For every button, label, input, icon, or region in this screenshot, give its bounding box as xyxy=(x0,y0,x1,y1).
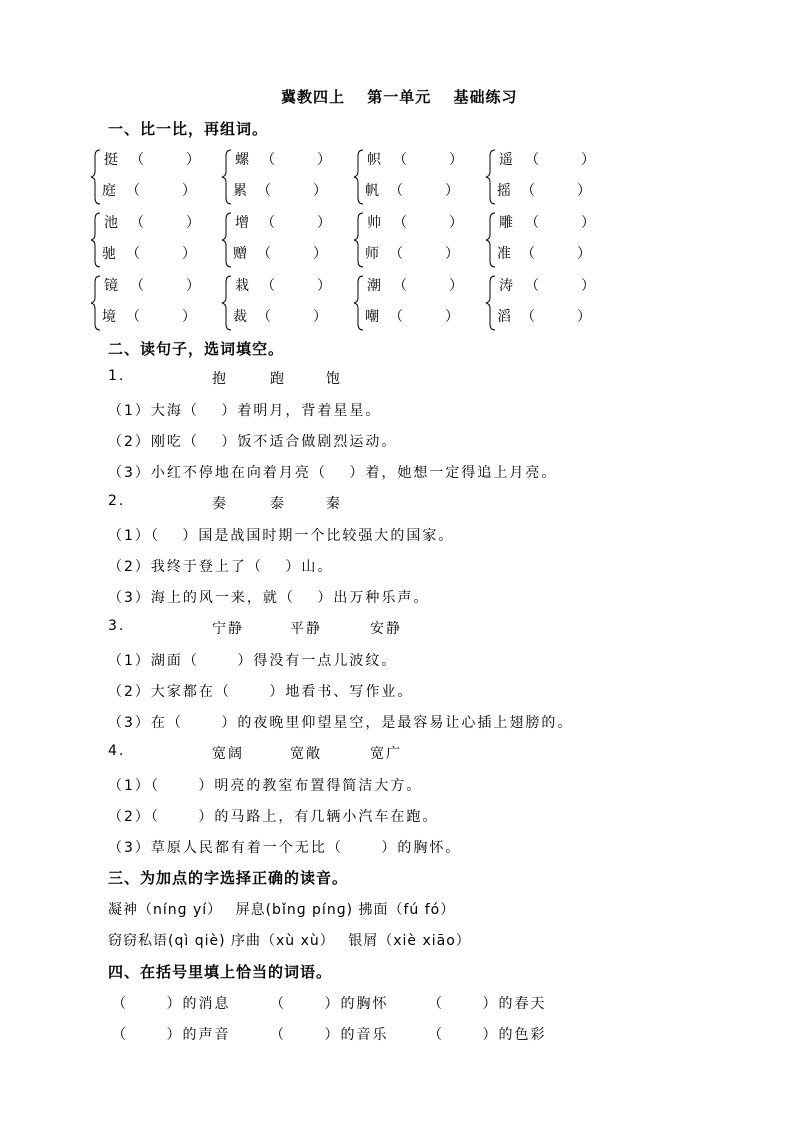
group-2-word-2: 泰 xyxy=(270,496,286,512)
pair-bottom-char: 摇 xyxy=(497,183,511,199)
fill-phrase: （ ）的春天 xyxy=(428,996,547,1012)
paren-open: （ xyxy=(521,309,535,325)
brace-icon xyxy=(485,272,497,332)
group-4-word-3: 宽广 xyxy=(370,746,402,762)
paren-open: （ xyxy=(261,278,275,294)
paren-close: ） xyxy=(186,215,200,231)
group-3-item-2: （2）大家都在（ ）地看书、写作业。 xyxy=(108,684,414,700)
paren-close: ） xyxy=(445,309,459,325)
fill-phrase: （ ）的声音 xyxy=(112,1027,231,1043)
pair-top-char: 栽 xyxy=(235,278,249,294)
group-3-number: 3. xyxy=(108,618,126,634)
paren-open: （ xyxy=(257,246,271,262)
paren-close: ） xyxy=(317,278,331,294)
paren-open: （ xyxy=(393,152,407,168)
paren-close: ） xyxy=(313,246,327,262)
paren-open: （ xyxy=(525,152,539,168)
paren-close: ） xyxy=(182,309,196,325)
paren-open: （ xyxy=(130,152,144,168)
word-pair xyxy=(90,209,210,269)
fill-phrase: （ ）的色彩 xyxy=(428,1027,547,1043)
paren-open: （ xyxy=(257,309,271,325)
paren-close: ） xyxy=(577,246,591,262)
brace-icon xyxy=(221,272,233,332)
section-3-heading: 三、为加点的字选择正确的读音。 xyxy=(108,869,349,887)
word-pair xyxy=(353,146,473,206)
paren-open: （ xyxy=(389,309,403,325)
paren-close: ） xyxy=(449,215,463,231)
pair-bottom-char: 庭 xyxy=(102,183,116,199)
paren-open: （ xyxy=(393,215,407,231)
paren-open: （ xyxy=(130,215,144,231)
brace-icon xyxy=(90,209,102,269)
paren-close: ） xyxy=(445,183,459,199)
group-2-number: 2. xyxy=(108,493,126,509)
pair-top-char: 镜 xyxy=(104,278,118,294)
paren-close: ） xyxy=(313,183,327,199)
brace-icon xyxy=(221,209,233,269)
word-pair xyxy=(221,209,341,269)
brace-icon xyxy=(221,146,233,206)
group-4-number: 4. xyxy=(108,743,126,759)
pair-bottom-char: 师 xyxy=(365,246,379,262)
pair-top-char: 雕 xyxy=(499,215,513,231)
group-1-word-2: 跑 xyxy=(270,371,286,387)
pinyin-row-2: 窃窃私语(qì qiè) 序曲（xù xù） 银屑（xiè xiāo） xyxy=(108,933,471,949)
group-1-number: 1. xyxy=(108,368,126,384)
pair-top-char: 遥 xyxy=(499,152,513,168)
paren-close: ） xyxy=(317,152,331,168)
pair-bottom-char: 境 xyxy=(102,309,116,325)
pair-top-char: 帜 xyxy=(367,152,381,168)
group-3-item-1: （1）湖面（ ）得没有一点儿波纹。 xyxy=(108,653,398,669)
group-3-word-2: 平静 xyxy=(290,621,322,637)
pair-top-char: 潮 xyxy=(367,278,381,294)
paren-close: ） xyxy=(317,215,331,231)
fill-phrase: （ ）的音乐 xyxy=(270,1027,389,1043)
group-1-item-2: （2）刚吃（ ）饭不适合做剧烈运动。 xyxy=(108,434,398,450)
paren-open: （ xyxy=(126,309,140,325)
group-2-item-1: （1）（ ）国是战国时期一个比较强大的国家。 xyxy=(108,528,455,544)
word-pair xyxy=(90,272,210,332)
paren-open: （ xyxy=(257,183,271,199)
pair-bottom-char: 裁 xyxy=(233,309,247,325)
paren-open: （ xyxy=(261,152,275,168)
brace-icon xyxy=(485,209,497,269)
word-pair xyxy=(485,146,605,206)
group-2-item-3: （3）海上的风一来，就（ ）出万种乐声。 xyxy=(108,590,430,606)
paren-open: （ xyxy=(521,246,535,262)
group-2-word-1: 奏 xyxy=(212,496,228,512)
pair-bottom-char: 滔 xyxy=(497,309,511,325)
pair-top-char: 池 xyxy=(104,215,118,231)
paren-close: ） xyxy=(313,309,327,325)
group-1-item-1: （1）大海（ ）着明月，背着星星。 xyxy=(108,403,382,419)
pair-bottom-char: 准 xyxy=(497,246,511,262)
paren-close: ） xyxy=(186,278,200,294)
paren-open: （ xyxy=(521,183,535,199)
paren-close: ） xyxy=(577,183,591,199)
group-1-item-3: （3）小红不停地在向着月亮（ ）着，她想一定得追上月亮。 xyxy=(108,465,558,481)
group-1-word-1: 抱 xyxy=(212,371,228,387)
paren-open: （ xyxy=(130,278,144,294)
group-4-item-2: （2）（ ）的马路上，有几辆小汽车在跑。 xyxy=(108,809,439,825)
paren-close: ） xyxy=(581,278,595,294)
brace-icon xyxy=(353,146,365,206)
pair-top-char: 螺 xyxy=(235,152,249,168)
paren-close: ） xyxy=(182,183,196,199)
paren-open: （ xyxy=(389,246,403,262)
pair-bottom-char: 嘲 xyxy=(365,309,379,325)
paren-close: ） xyxy=(449,152,463,168)
pair-bottom-char: 驰 xyxy=(102,246,116,262)
paren-open: （ xyxy=(393,278,407,294)
fill-phrase: （ ）的胸怀 xyxy=(270,996,389,1012)
paren-close: ） xyxy=(182,246,196,262)
pair-bottom-char: 累 xyxy=(233,183,247,199)
paren-close: ） xyxy=(186,152,200,168)
group-1-word-3: 饱 xyxy=(326,371,342,387)
group-3-word-3: 安静 xyxy=(370,621,402,637)
word-pair xyxy=(353,272,473,332)
paren-close: ） xyxy=(449,278,463,294)
pair-top-char: 增 xyxy=(235,215,249,231)
pair-top-char: 涛 xyxy=(499,278,513,294)
brace-icon xyxy=(90,272,102,332)
paren-open: （ xyxy=(261,215,275,231)
word-pair xyxy=(485,272,605,332)
brace-icon xyxy=(353,209,365,269)
fill-phrase: （ ）的消息 xyxy=(112,996,231,1012)
pair-bottom-char: 帆 xyxy=(365,183,379,199)
paren-open: （ xyxy=(126,183,140,199)
group-3-item-3: （3）在（ ）的夜晚里仰望星空，是最容易让心插上翅膀的。 xyxy=(108,715,574,731)
word-pair xyxy=(353,209,473,269)
word-pair xyxy=(485,209,605,269)
paren-open: （ xyxy=(126,246,140,262)
section-2-heading: 二、读句子，选词填空。 xyxy=(108,340,285,358)
brace-icon xyxy=(353,272,365,332)
brace-icon xyxy=(485,146,497,206)
brace-icon xyxy=(90,146,102,206)
group-4-item-3: （3）草原人民都有着一个无比（ ）的胸怀。 xyxy=(108,840,462,856)
paren-close: ） xyxy=(577,309,591,325)
group-4-word-2: 宽敞 xyxy=(290,746,322,762)
section-1-heading: 一、比一比，再组词。 xyxy=(108,120,269,138)
pair-top-char: 帅 xyxy=(367,215,381,231)
word-pair xyxy=(221,146,341,206)
group-4-word-1: 宽阔 xyxy=(212,746,244,762)
pair-bottom-char: 赠 xyxy=(233,246,247,262)
group-2-word-3: 秦 xyxy=(326,496,342,512)
page-title: 冀教四上 第一单元 基础练习 xyxy=(281,88,518,106)
paren-close: ） xyxy=(581,152,595,168)
paren-close: ） xyxy=(581,215,595,231)
section-4-heading: 四、在括号里填上恰当的词语。 xyxy=(108,963,333,981)
paren-open: （ xyxy=(525,215,539,231)
word-pair xyxy=(90,146,210,206)
paren-open: （ xyxy=(525,278,539,294)
group-3-word-1: 宁静 xyxy=(212,621,244,637)
group-4-item-1: （1）（ ）明亮的教室布置得简洁大方。 xyxy=(108,778,423,794)
group-2-item-2: （2）我终于登上了（ ）山。 xyxy=(108,559,334,575)
word-pair xyxy=(221,272,341,332)
pair-top-char: 挺 xyxy=(104,152,118,168)
pinyin-row-1: 凝神（nínɡ yí） 屏息(bǐnɡ pínɡ) 拂面（fú fó） xyxy=(108,902,456,918)
paren-close: ） xyxy=(445,246,459,262)
paren-open: （ xyxy=(389,183,403,199)
